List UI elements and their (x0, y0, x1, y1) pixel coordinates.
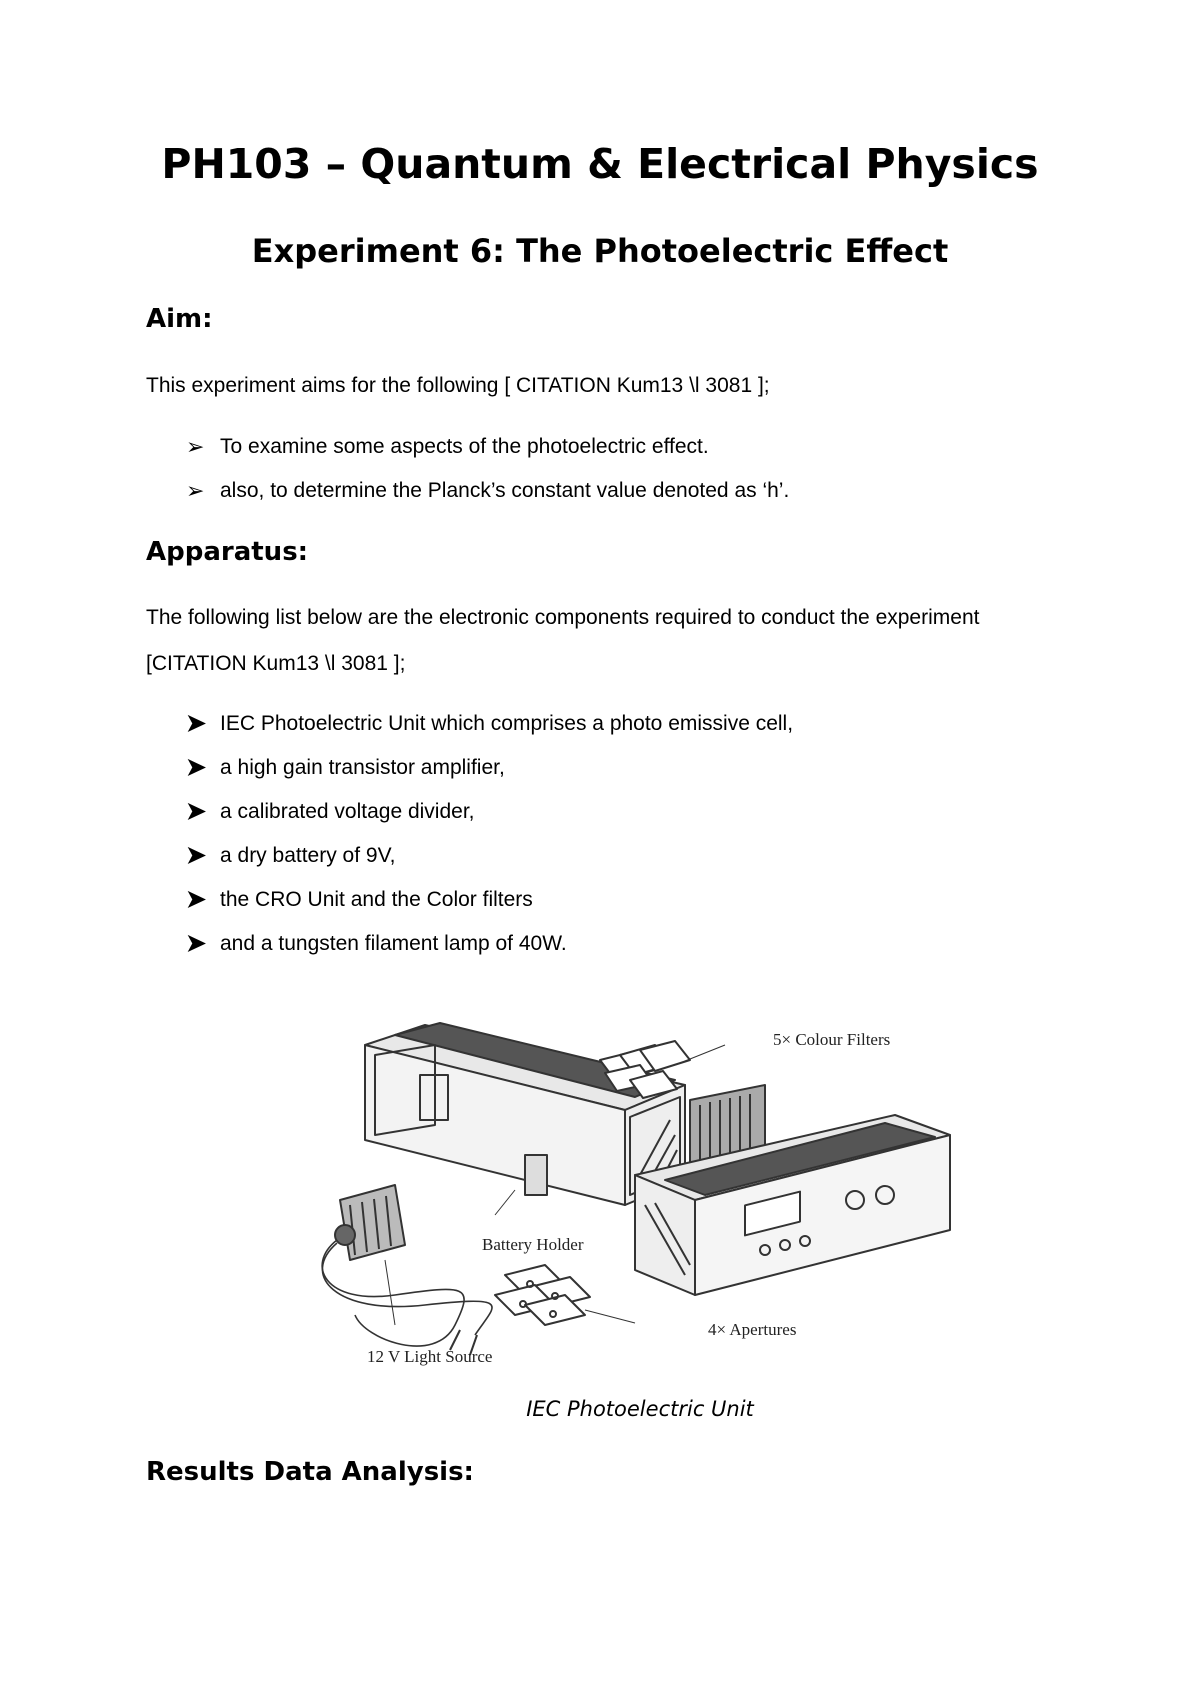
aim-intro: This experiment aims for the following [ CITATION Kum13 \l 3081 ]; (146, 374, 770, 397)
colour-filters (600, 1041, 725, 1098)
list-item (186, 922, 793, 966)
list-item (186, 834, 793, 878)
apparatus-heading: Apparatus: (146, 537, 309, 567)
apparatus-bullet-text: IEC Photoelectric Unit which comprises a photo emissive cell, (220, 712, 794, 735)
arrow-bullet-icon: ➢ (186, 478, 205, 503)
label-apertures: 4× Apertures (708, 1320, 797, 1339)
list-item (186, 425, 789, 469)
apparatus-illustration (245, 1005, 985, 1380)
arrow-bullet-icon: ➤ (186, 710, 207, 737)
list-item (186, 790, 793, 834)
arrow-bullet-icon: ➢ (186, 434, 205, 459)
label-colour-filters: 5× Colour Filters (773, 1030, 891, 1049)
arrow-bullet-icon: ➤ (186, 798, 207, 825)
label-battery-holder: Battery Holder (482, 1235, 584, 1254)
arrow-bullet-icon: ➤ (186, 754, 207, 781)
apparatus-bullet-text: a calibrated voltage divider, (220, 800, 475, 823)
figure-caption: IEC Photoelectric Unit (526, 1397, 754, 1421)
aim-heading: Aim: (146, 304, 213, 334)
list-item (186, 878, 793, 922)
light-source-unit (322, 1185, 492, 1355)
apparatus-bullet-text: the CRO Unit and the Color filters (220, 888, 533, 911)
list-item (186, 702, 793, 746)
arrow-bullet-icon: ➤ (186, 842, 207, 869)
label-light-source: 12 V Light Source (367, 1347, 493, 1366)
aim-bullet-text: To examine some aspects of the photoelectric effect. (220, 435, 709, 458)
apparatus-intro-line1: The following list below are the electronic components required to conduct the experiment (146, 606, 980, 629)
apparatus-intro-line2: [CITATION Kum13 \l 3081 ]; (146, 652, 406, 675)
document-subtitle: Experiment 6: The Photoelectric Effect (251, 232, 949, 270)
apparatus-bullet-text: and a tungsten filament lamp of 40W. (220, 932, 567, 955)
aim-bullet-list (186, 425, 789, 513)
list-item (186, 469, 789, 513)
results-heading: Results Data Analysis: (146, 1457, 474, 1487)
apertures (495, 1265, 635, 1325)
arrow-bullet-icon: ➤ (186, 930, 207, 957)
apparatus-bullet-list (186, 702, 793, 966)
list-item (186, 746, 793, 790)
document-title: PH103 – Quantum & Electrical Physics (161, 140, 1039, 188)
arrow-bullet-icon: ➤ (186, 886, 207, 913)
apparatus-bullet-text: a dry battery of 9V, (220, 844, 396, 867)
aim-bullet-text: also, to determine the Planck’s constant value denoted as ‘h’. (220, 479, 790, 502)
apparatus-bullet-text: a high gain transistor amplifier, (220, 756, 505, 779)
apparatus-figure (245, 1005, 985, 1380)
